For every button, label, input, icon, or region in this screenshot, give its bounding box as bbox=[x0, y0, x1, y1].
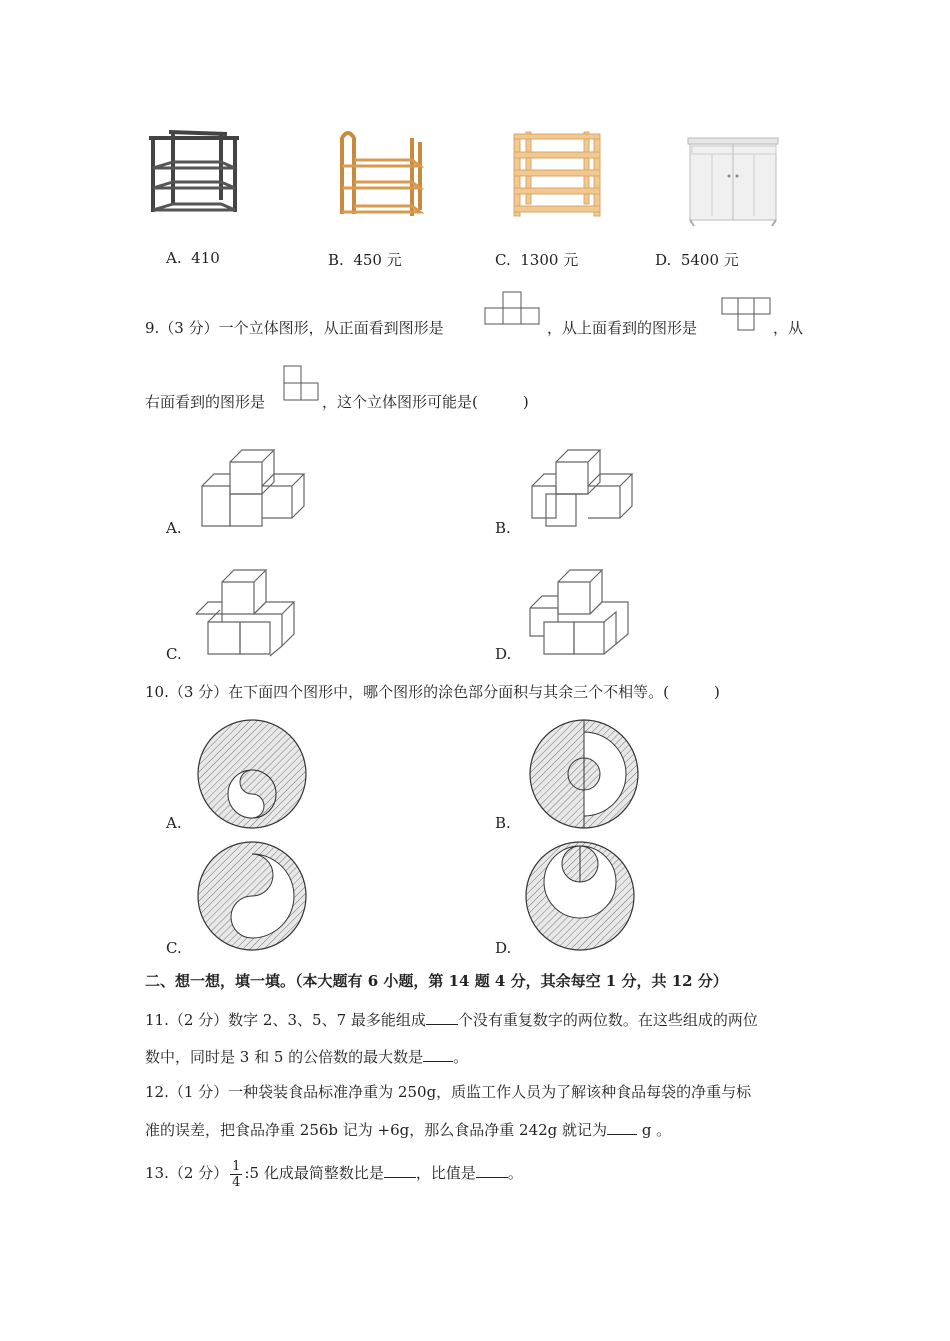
shoe-rack-bamboo-image bbox=[334, 128, 426, 220]
q10-option-b-figure bbox=[528, 718, 640, 830]
q10-question: 10.（3 分）在下面四个图形中，哪个图形的涂色部分面积与其余三个不相等。( ) bbox=[145, 683, 720, 701]
cabinet-image bbox=[686, 136, 782, 228]
q10-option-d-figure bbox=[524, 840, 636, 952]
q11-blank-1[interactable] bbox=[426, 1008, 458, 1025]
q9-line1-mid: ，从上面看到的图形是 bbox=[547, 319, 698, 337]
q9-option-d-cubes bbox=[524, 566, 634, 658]
q12-blank[interactable] bbox=[607, 1118, 637, 1135]
q11-text-c: 数中，同时是 3 和 5 的公倍数的最大数是 bbox=[145, 1048, 424, 1066]
q11-text-d: 。 bbox=[453, 1048, 469, 1066]
q9-option-b[interactable]: B. bbox=[495, 519, 511, 537]
option-letter: B. bbox=[328, 251, 344, 269]
q12-text-a: 准的误差，把食品净重 256b 记为 +6g，那么食品净重 242g 就记为 bbox=[145, 1121, 608, 1139]
q13-blank-1[interactable] bbox=[384, 1161, 416, 1178]
q10-option-b[interactable]: B. bbox=[495, 814, 511, 832]
q13-prefix: 13.（2 分） bbox=[145, 1164, 229, 1182]
q11-blank-2[interactable] bbox=[423, 1045, 453, 1062]
shoe-rack-metal-image bbox=[143, 128, 245, 218]
option-letter: A. bbox=[166, 249, 182, 267]
option-letter: C. bbox=[495, 251, 511, 269]
q11-text-a: 11.（2 分）数字 2、3、5、7 最多能组成 bbox=[145, 1011, 426, 1029]
fraction-numerator: 1 bbox=[232, 1158, 241, 1174]
option-text: 450 元 bbox=[353, 251, 402, 269]
right-view-figure bbox=[282, 364, 322, 406]
q9-option-c-cubes bbox=[194, 566, 298, 658]
fraction-denominator: 4 bbox=[232, 1174, 241, 1190]
q9-option-a-cubes bbox=[198, 440, 308, 530]
q8-option-c[interactable] bbox=[495, 249, 578, 270]
q8-option-d[interactable] bbox=[655, 249, 739, 270]
q12-line2 bbox=[145, 1118, 671, 1140]
q9-option-b-cubes bbox=[528, 440, 638, 530]
q10-option-c[interactable]: C. bbox=[166, 939, 182, 957]
shoe-rack-wooden-image bbox=[510, 130, 604, 218]
q9-option-d[interactable]: D. bbox=[495, 645, 512, 663]
q10-option-a[interactable]: A. bbox=[166, 814, 182, 832]
q9-line1-suffix: ，从 bbox=[773, 319, 804, 337]
q12-line1: 12.（1 分）一种袋装食品标准净重为 250g，质监工作人员为了解该种食品每袋的净重与标 bbox=[145, 1083, 752, 1101]
q9-line2-suffix: ，这个立体图形可能是( ) bbox=[322, 393, 529, 411]
option-letter: D. bbox=[655, 251, 672, 269]
q13-blank-2[interactable] bbox=[476, 1161, 508, 1178]
top-view-figure bbox=[720, 296, 776, 338]
q10-option-a-figure bbox=[196, 718, 308, 830]
q12-text-b: g 。 bbox=[641, 1121, 672, 1139]
q8-option-b[interactable] bbox=[328, 249, 402, 270]
q13-text-mid2: ，比值是 bbox=[415, 1164, 476, 1182]
q13-line bbox=[145, 1153, 523, 1193]
front-view-figure bbox=[483, 290, 543, 334]
q11-text-b: 个没有重复数字的两位数。在这些组成的两位 bbox=[457, 1011, 758, 1029]
option-text: 1300 元 bbox=[520, 251, 579, 269]
q13-text-end: 。 bbox=[507, 1164, 523, 1182]
q10-option-c-figure bbox=[196, 840, 308, 952]
q13-text-mid: :5 化成最简整数比是 bbox=[244, 1164, 384, 1182]
q10-option-d[interactable]: D. bbox=[495, 939, 512, 957]
q13-fraction bbox=[230, 1159, 242, 1190]
q11-line2 bbox=[145, 1045, 468, 1067]
q9-option-c[interactable]: C. bbox=[166, 645, 182, 663]
q11-line1 bbox=[145, 1008, 758, 1030]
q9-line2-prefix: 右面看到的图形是 bbox=[145, 393, 266, 411]
option-text: 5400 元 bbox=[680, 251, 739, 269]
q8-option-a[interactable] bbox=[166, 249, 220, 267]
section-2-title: 二、想一想，填一填。（本大题有 6 小题，第 14 题 4 分，其余每空 1 分，共 12 分） bbox=[145, 972, 728, 990]
option-text: 410 bbox=[191, 249, 220, 267]
q9-option-a[interactable]: A. bbox=[166, 519, 182, 537]
q9-line1-prefix: 9.（3 分）一个立体图形，从正面看到图形是 bbox=[145, 319, 444, 337]
